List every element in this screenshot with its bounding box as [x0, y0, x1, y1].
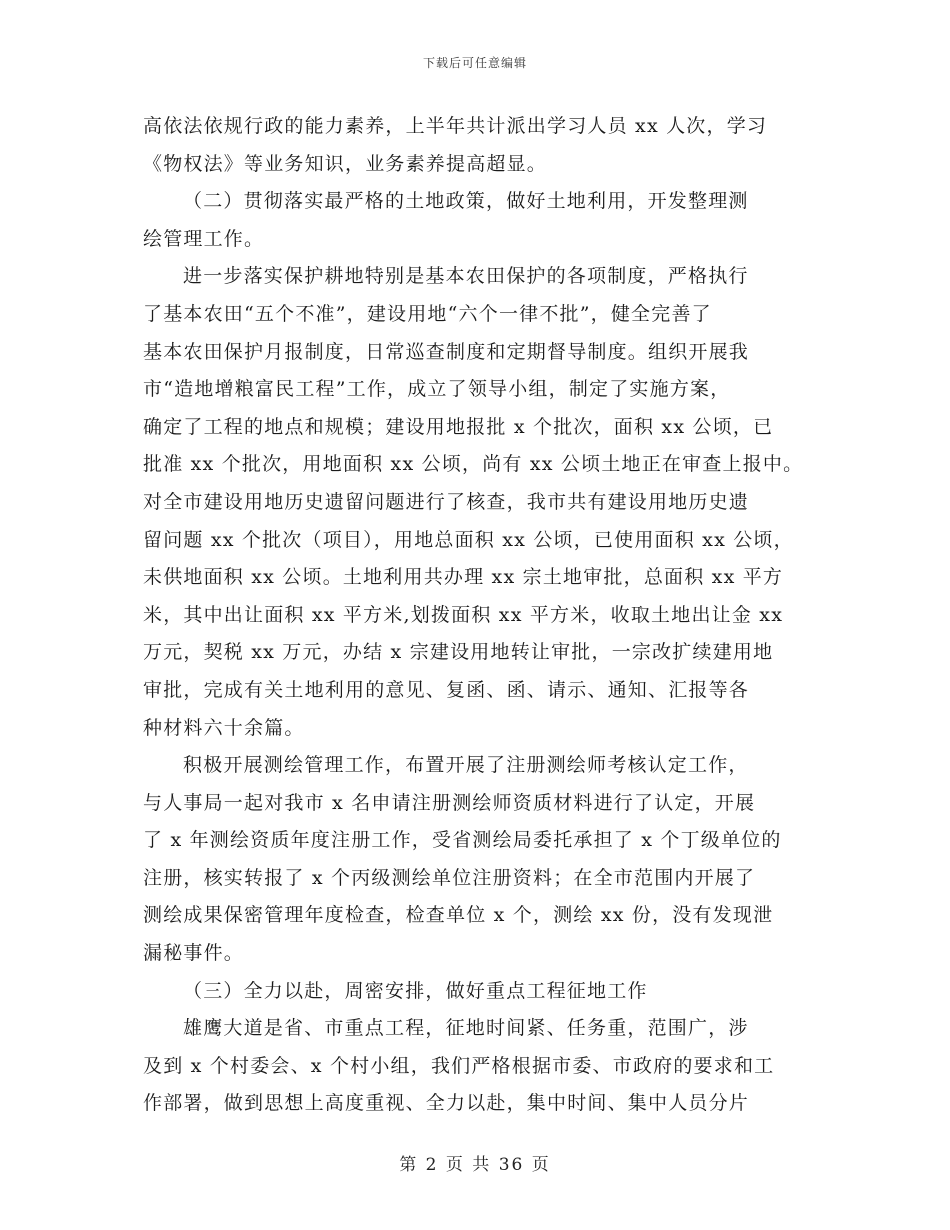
body-line: 作部署，做到思想上高度重视、全力以赴，集中时间、集中人员分片: [143, 1092, 750, 1115]
document-body: [143, 108, 813, 1123]
body-line: 种材料六十余篇。: [143, 716, 305, 739]
paragraph-start: 雄鹰大道是省、市重点工程，征地时间紧、任务重，范围广，涉: [183, 1017, 749, 1040]
paragraph-start: 积极开展测绘管理工作，布置开展了注册测绘师考核认定工作，: [183, 754, 749, 777]
body-line: 未供地面积 xx 公顷。土地利用共办理 xx 宗土地审批，总面积 xx 平方: [143, 566, 784, 589]
body-line: 及到 x 个村委会、x 个村小组，我们严格根据市委、市政府的要求和工: [143, 1054, 775, 1077]
body-line: 高依法依规行政的能力素养，上半年共计派出学习人员 xx 人次，学习: [143, 115, 768, 137]
body-line: 测绘成果保密管理年度检查，检查单位 x 个，测绘 xx 份，没有发现泄: [143, 904, 774, 927]
section-heading: （三）全力以赴，周密安排，做好重点工程征地工作: [183, 979, 648, 1002]
body-line: 基本农田保护月报制度，日常巡查制度和定期督导制度。组织开展我: [143, 340, 750, 363]
body-line: 批准 xx 个批次，用地面积 xx 公顷，尚有 xx 公顷土地正在审查上报中。: [143, 453, 804, 476]
section-heading-continued: 绘管理工作。: [143, 227, 265, 250]
body-line: 漏秘事件。: [143, 942, 245, 965]
body-line: 了基本农田“五个不准”，建设用地“六个一律不批”，健全完善了: [143, 302, 712, 325]
body-line: 与人事局一起对我市 x 名申请注册测绘师资质材料进行了认定，开展: [143, 791, 756, 814]
page-number-footer: 第 2 页 共 36 页: [399, 1155, 551, 1175]
body-line: 《物权法》等业务知识，业务素养提高超显。: [143, 152, 548, 175]
paragraph-start: 进一步落实保护耕地特别是基本农田保护的各项制度，严格执行: [183, 265, 749, 288]
body-line: 对全市建设用地历史遗留问题进行了核查，我市共有建设用地历史遗: [143, 490, 750, 513]
body-line: 留问题 xx 个批次（项目），用地总面积 xx 公顷，已使用面积 xx 公顷，: [143, 528, 794, 551]
body-line: 万元，契税 xx 万元，办结 x 宗建设用地转让审批，一宗改扩续建用地: [143, 641, 774, 664]
section-heading: （二）贯彻落实最严格的土地政策，做好土地利用，开发整理测: [183, 190, 749, 213]
page-header: 下载后可任意编辑: [422, 56, 527, 70]
body-line: 确定了工程的地点和规模；建设用地报批 x 个批次，面积 xx 公顷，已: [143, 415, 774, 438]
body-line: 审批，完成有关土地利用的意见、复函、函、请示、通知、汇报等各: [143, 678, 750, 701]
body-line: 注册，核实转报了 x 个丙级测绘单位注册资料；在全市范围内开展了: [143, 866, 756, 889]
body-line: 了 x 年测绘资质年度注册工作，受省测绘局委托承担了 x 个丁级单位的: [143, 829, 782, 852]
body-line: 米，其中出让面积 xx 平方米,划拨面积 xx 平方米，收取土地出让金 xx: [143, 603, 784, 626]
body-line: 市“造地增粮富民工程”工作，成立了领导小组，制定了实施方案，: [143, 378, 731, 401]
